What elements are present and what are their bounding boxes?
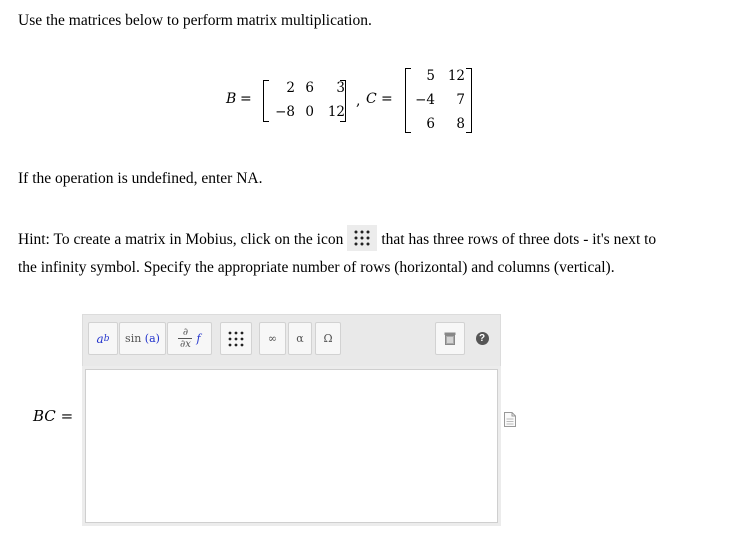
infinity-button[interactable] <box>259 322 286 355</box>
matrix-c-cell: 5 <box>426 68 435 84</box>
hint-line-2: the infinity symbol. Specify the appropriate number of rows (horizontal) and columns (vertical). <box>18 259 615 276</box>
matrix-b-cell: 12 <box>327 104 345 120</box>
matrix-dots-icon <box>228 331 244 347</box>
superscript-base: a <box>96 331 104 346</box>
matrix-c-right-bracket <box>466 68 472 133</box>
answer-input[interactable] <box>85 369 498 523</box>
matrix-b-cell: 2 <box>286 80 295 96</box>
help-icon: ? <box>476 332 489 345</box>
superscript-exp: b <box>103 333 110 344</box>
matrix-b-cell: 0 <box>305 104 314 120</box>
superscript-button[interactable] <box>88 322 118 355</box>
matrix-separator: , <box>356 93 361 109</box>
help-button[interactable] <box>467 322 497 355</box>
matrix-b-cell: 6 <box>305 80 314 96</box>
undefined-note: If the operation is undefined, enter NA. <box>18 170 263 187</box>
alpha-symbol: α <box>296 332 304 345</box>
sin-argument: (a) <box>144 332 160 345</box>
matrix-c-left-bracket <box>405 68 411 133</box>
matrix-button[interactable] <box>220 322 252 355</box>
instructions-text: Use the matrices below to perform matrix multiplication. <box>18 12 372 29</box>
partial-f: f <box>196 332 201 345</box>
matrix-c-cell: 6 <box>426 116 435 132</box>
omega-symbol: Ω <box>323 332 333 345</box>
partial-top: ∂ <box>182 327 189 338</box>
omega-button[interactable] <box>315 322 341 355</box>
matrix-b-label: B <box>226 91 237 107</box>
document-icon[interactable] <box>504 412 516 427</box>
alpha-button[interactable] <box>288 322 312 355</box>
sin-function-button[interactable] <box>119 322 166 355</box>
matrix-c-cell: −4 <box>415 92 435 108</box>
matrix-b-cell: −8 <box>275 104 295 120</box>
matrix-c-cell: 8 <box>456 116 465 132</box>
hint-text-before-icon: Hint: To create a matrix in Mobius, click on the icon <box>18 231 344 248</box>
hint-line-1 <box>18 226 656 254</box>
matrix-b-equals: = <box>240 91 252 107</box>
sin-label: sin <box>125 332 142 345</box>
infinity-symbol: ∞ <box>267 332 278 345</box>
matrix-b-cell: 3 <box>336 80 345 96</box>
matrix-dots-icon <box>347 225 377 251</box>
trash-icon <box>444 332 456 345</box>
matrix-c-cell: 12 <box>447 68 465 84</box>
matrix-c-equals: = <box>381 91 393 107</box>
hint-text-after-icon: that has three rows of three dots - it's next to <box>381 231 657 248</box>
equation-toolbar <box>82 314 501 368</box>
matrix-c-label: C <box>366 91 377 107</box>
partial-bottom: ∂x <box>180 339 191 350</box>
answer-label <box>33 407 73 425</box>
answer-label-text: BC <box>33 407 56 425</box>
matrix-c-cell: 7 <box>456 92 465 108</box>
answer-equals: = <box>60 407 74 425</box>
clear-button[interactable] <box>435 322 465 355</box>
partial-derivative-button[interactable] <box>167 322 212 355</box>
